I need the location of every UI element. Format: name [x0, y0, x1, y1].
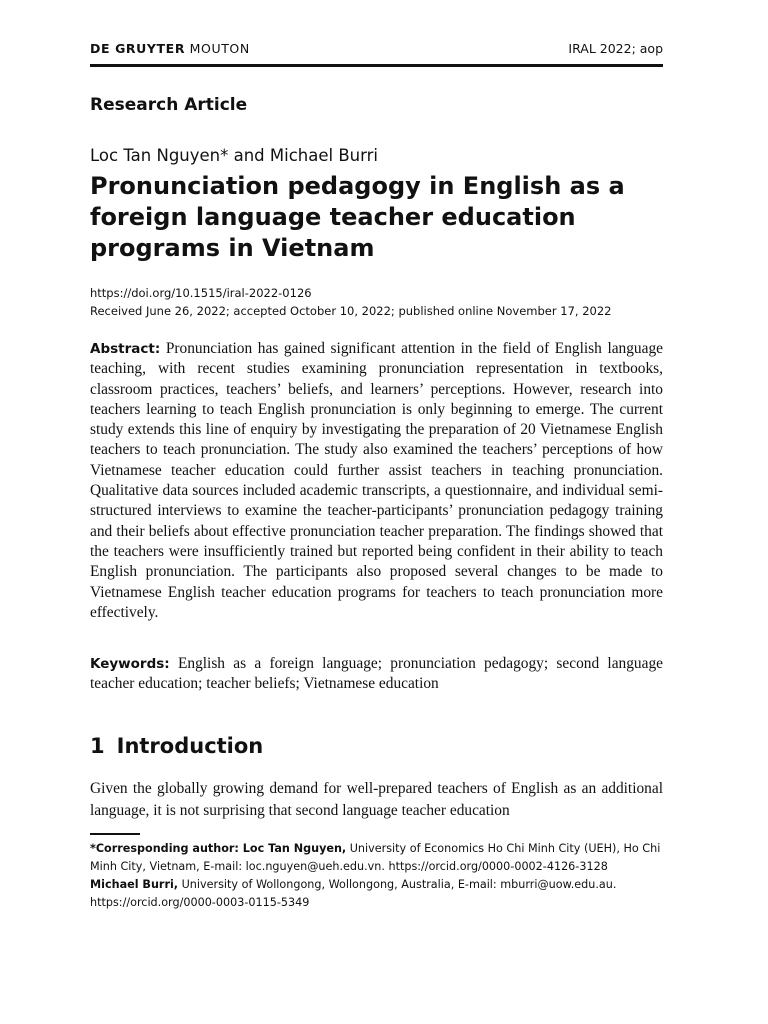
- publisher-name-bold: DE GRUYTER: [90, 41, 186, 56]
- author-list: Loc Tan Nguyen* and Michael Burri: [90, 146, 378, 165]
- section-heading: [90, 734, 263, 758]
- running-header: [90, 41, 663, 56]
- keywords-label: Keywords:: [90, 656, 170, 672]
- publication-dates: Received June 26, 2022; accepted October 10, 2022; published online November 17, 2022: [90, 304, 612, 318]
- section-title: Introduction: [116, 734, 264, 758]
- section-number: 1: [90, 734, 105, 758]
- article-metadata: [90, 284, 611, 320]
- publisher-name-rest: MOUTON: [189, 41, 250, 56]
- article-type: Research Article: [90, 95, 248, 115]
- second-author-label: Michael Burri,: [90, 878, 179, 891]
- abstract: [90, 339, 663, 623]
- corresponding-author-label: *Corresponding author: Loc Tan Nguyen,: [90, 842, 347, 855]
- publisher-name: [90, 41, 250, 56]
- footnote-rule: [90, 833, 140, 835]
- keywords: [90, 654, 663, 695]
- keywords-text: English as a foreign language; pronunciation pedagogy; second language teacher education; teacher beliefs; Vietnamese education: [90, 655, 663, 693]
- section-body-text: Given the globally growing demand for well-prepared teachers of English as an additional language, it is not surprising that second language teacher education: [90, 780, 663, 819]
- journal-reference: IRAL 2022; aop: [568, 41, 663, 56]
- header-rule: [90, 64, 663, 67]
- article-title: Pronunciation pedagogy in English as a foreign language teacher education programs in Vietnam: [90, 172, 625, 262]
- abstract-text: Pronunciation has gained significant attention in the field of English language teaching, with recent studies examining pronunciation representation in textbooks, classroom practices, teachers’ beliefs, and learners’ perceptions. However, research into teachers learning to teach English pronunciation is only beginning to emerge. The current study extends this line of enquiry by investigating the preparation of 20 Vietnamese English teachers to teach pronunciation. The study also examined the teachers’ perceptions of how Vietnamese teacher education could further assist teachers in teaching pronunciation. Qualitative data sources included academic transcripts, a questionnaire, and individual semi-structured interviews to examine the teacher-participants’ pronunciation pedagogy training and their beliefs about effective pronunciation teacher preparation. The findings showed that the teachers were insufficiently trained but reported being confident in their ability to teach English pronunciation. The participants also proposed several changes to be made to Vietnamese English teacher education programs for teachers to teach pronunciation more effectively.: [90, 340, 663, 621]
- corresponding-author-details: University of Economics Ho Chi Minh City (UEH), Ho Chi Minh City, Vietnam, E-mail: loc.nguyen@ueh.edu.vn. https://orcid.org/0000-0002-4126-3128: [90, 842, 661, 873]
- abstract-label: Abstract:: [90, 341, 161, 357]
- doi-link[interactable]: https://doi.org/10.1515/iral-2022-0126: [90, 286, 312, 300]
- second-author-details: University of Wollongong, Wollongong, Australia, E-mail: mburri@uow.edu.au. https://orcid.org/0000-0003-0115-5349: [90, 878, 617, 909]
- author-footnotes: [90, 840, 665, 912]
